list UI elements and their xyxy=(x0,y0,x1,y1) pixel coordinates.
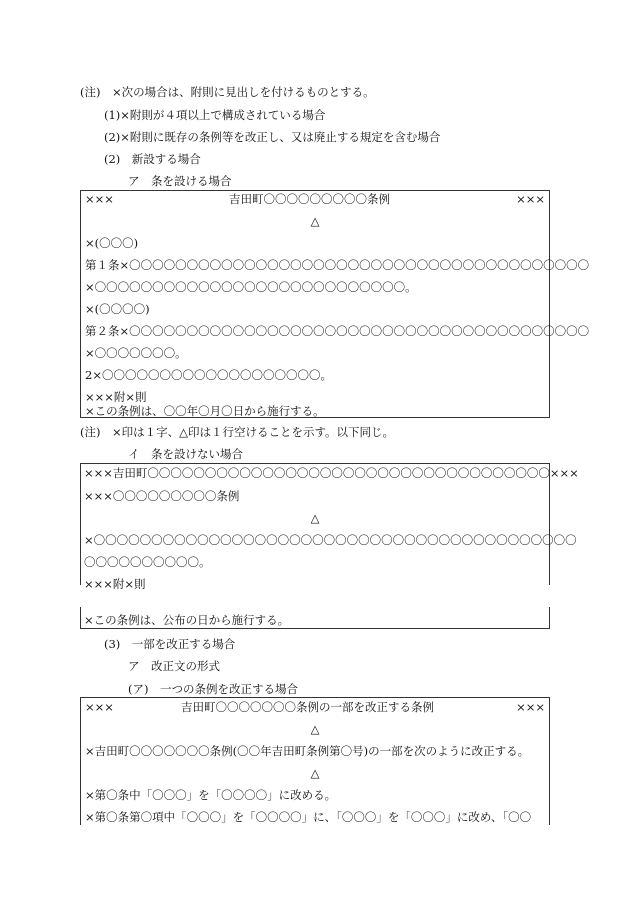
box1-line-5: 第２条×〇〇〇〇〇〇〇〇〇〇〇〇〇〇〇〇〇〇〇〇〇〇〇〇〇〇〇〇〇〇〇〇〇〇〇〇〇〇〇〇 xyxy=(85,324,590,338)
box2-line-6: ×この条例は、公布の日から施行する。 xyxy=(84,613,290,627)
note-1-item-1: (1)×附則が４項以上で構成されている場合 xyxy=(104,108,326,122)
section-2-title: (2) 新設する場合 xyxy=(104,152,201,166)
box1-left-marks: ××× xyxy=(85,192,114,206)
box1-right-marks: ××× xyxy=(516,192,545,206)
box3-right-marks: ××× xyxy=(516,700,545,714)
box3-title: 吉田町〇〇〇〇〇〇〇条例の一部を改正する条例 xyxy=(181,700,434,714)
box2-line-3: ×〇〇〇〇〇〇〇〇〇〇〇〇〇〇〇〇〇〇〇〇〇〇〇〇〇〇〇〇〇〇〇〇〇〇〇〇〇〇〇〇〇〇 xyxy=(84,533,577,547)
example-box-2 xyxy=(80,463,579,629)
box1-line-8: ×××附×則 xyxy=(85,390,147,404)
box2-line-1: ×××吉田町〇〇〇〇〇〇〇〇〇〇〇〇〇〇〇〇〇〇〇〇〇〇〇〇〇〇〇〇〇〇〇〇〇〇〇××× xyxy=(84,466,579,480)
note-2: (注) ×印は１字、△印は１行空けることを示す。以下同じ。 xyxy=(80,425,395,439)
box1-line-9: ×この条例は、〇〇年〇月〇日から施行する。 xyxy=(85,404,325,418)
box1-title: 吉田町〇〇〇〇〇〇〇〇〇条例 xyxy=(229,192,390,206)
box2-line-4: 〇〇〇〇〇〇〇〇〇〇。 xyxy=(84,555,211,569)
box1-line-4: ×(〇〇〇〇) xyxy=(85,302,150,316)
note-1-heading: (注) ×次の場合は、附則に見出しを付けるものとする。 xyxy=(80,85,375,99)
box3-blank-line-mark-1: △ xyxy=(310,722,320,736)
box1-line-6: ×〇〇〇〇〇〇〇。 xyxy=(85,346,187,360)
box1-line-7: 2×〇〇〇〇〇〇〇〇〇〇〇〇〇〇〇〇〇〇〇。 xyxy=(85,368,332,382)
box3-line-1: ×吉田町〇〇〇〇〇〇〇条例(〇〇年吉田町条例第〇号)の一部を次のように改正する。 xyxy=(85,744,530,758)
section-3a-title: ア 改正文の形式 xyxy=(128,659,220,673)
box2-blank-line-mark: △ xyxy=(310,511,320,525)
section-3-title: (3) 一部を改正する場合 xyxy=(104,637,236,651)
box2-line-2: ×××〇〇〇〇〇〇〇〇〇条例 xyxy=(84,489,240,503)
box3-line-3: ×第〇条第〇項中「〇〇〇」を「〇〇〇〇」に、「〇〇〇」を「〇〇〇」に改め、「〇〇 xyxy=(85,810,532,824)
box1-line-1: ×(〇〇〇) xyxy=(85,236,139,250)
example-box-1 xyxy=(80,190,590,418)
box2-line-5: ×××附×則 xyxy=(84,577,146,591)
box1-line-2: 第１条×〇〇〇〇〇〇〇〇〇〇〇〇〇〇〇〇〇〇〇〇〇〇〇〇〇〇〇〇〇〇〇〇〇〇〇〇〇〇〇〇 xyxy=(85,258,590,272)
box3-blank-line-mark-2: △ xyxy=(310,766,320,780)
section-2i-title: イ 条を設けない場合 xyxy=(128,447,243,461)
box3-left-marks: ××× xyxy=(85,700,114,714)
box1-line-3: ×〇〇〇〇〇〇〇〇〇〇〇〇〇〇〇〇〇〇〇〇〇〇〇〇〇〇〇。 xyxy=(85,280,417,294)
section-3a-sub-title: (ア) 一つの条例を改正する場合 xyxy=(128,682,298,696)
note-1-item-2: (2)×附則に既存の条例等を改正し、又は廃止する規定を含む場合 xyxy=(104,130,441,144)
box1-blank-line-mark: △ xyxy=(310,214,320,228)
box3-line-2: ×第〇条中「〇〇〇」を「〇〇〇〇」に改める。 xyxy=(85,788,337,802)
section-2a-title: ア 条を設ける場合 xyxy=(128,174,232,188)
example-box-3 xyxy=(80,697,550,825)
